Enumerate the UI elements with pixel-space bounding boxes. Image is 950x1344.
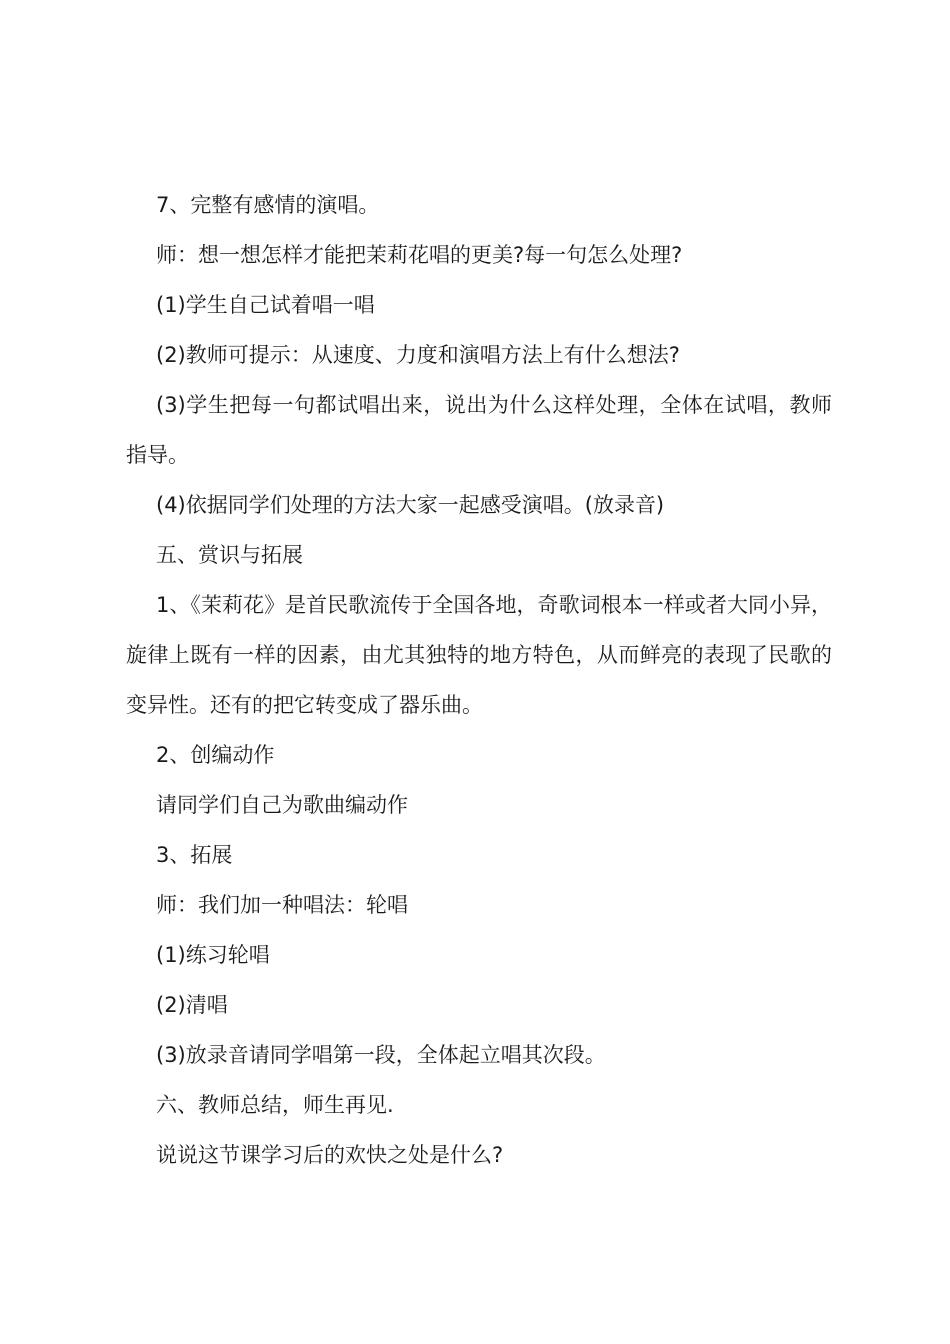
paragraph-jasmine-intro: 1、《茉莉花》是首民歌流传于全国各地，奇歌词根本一样或者大同小异，旋律上既有一样的因素，由尤其独特的地方特色，从而鲜亮的表现了民歌的变异性。还有的把它转变成了器乐曲。 [126,593,832,717]
paragraph-step-2: 2、创编动作 [156,743,275,767]
paragraph-step-3: 3、拓展 [156,843,233,867]
paragraph-sub-2: (2)清唱 [156,993,228,1017]
paragraph-sub-1: (1)练习轮唱 [156,943,270,967]
paragraph-item-4: (4)依据同学们处理的方法大家一起感受演唱。(放录音) [156,493,665,517]
section-heading-6: 六、教师总结，师生再见. [156,1093,394,1117]
document-body [126,180,832,1180]
paragraph-item-2: (2)教师可提示：从速度、力度和演唱方法上有什么想法? [156,343,680,367]
paragraph-teacher-question: 师：想一想怎样才能把茉莉花唱的更美?每一句怎么处理? [156,243,683,267]
paragraph-item-1: (1)学生自己试着唱一唱 [156,293,375,317]
paragraph-step-7: 7、完整有感情的演唱。 [156,193,380,217]
paragraph-choreography: 请同学们自己为歌曲编动作 [156,793,408,817]
paragraph-closing-question: 说说这节课学习后的欢快之处是什么? [156,1143,504,1167]
paragraph-sub-3: (3)放录音请同学唱第一段，全体起立唱其次段。 [156,1043,606,1067]
paragraph-item-3: (3)学生把每一句都试唱出来，说出为什么这样处理，全体在试唱，教师指导。 [126,393,832,467]
section-heading-5: 五、赏识与拓展 [156,543,303,567]
paragraph-round-singing: 师：我们加一种唱法：轮唱 [156,893,408,917]
